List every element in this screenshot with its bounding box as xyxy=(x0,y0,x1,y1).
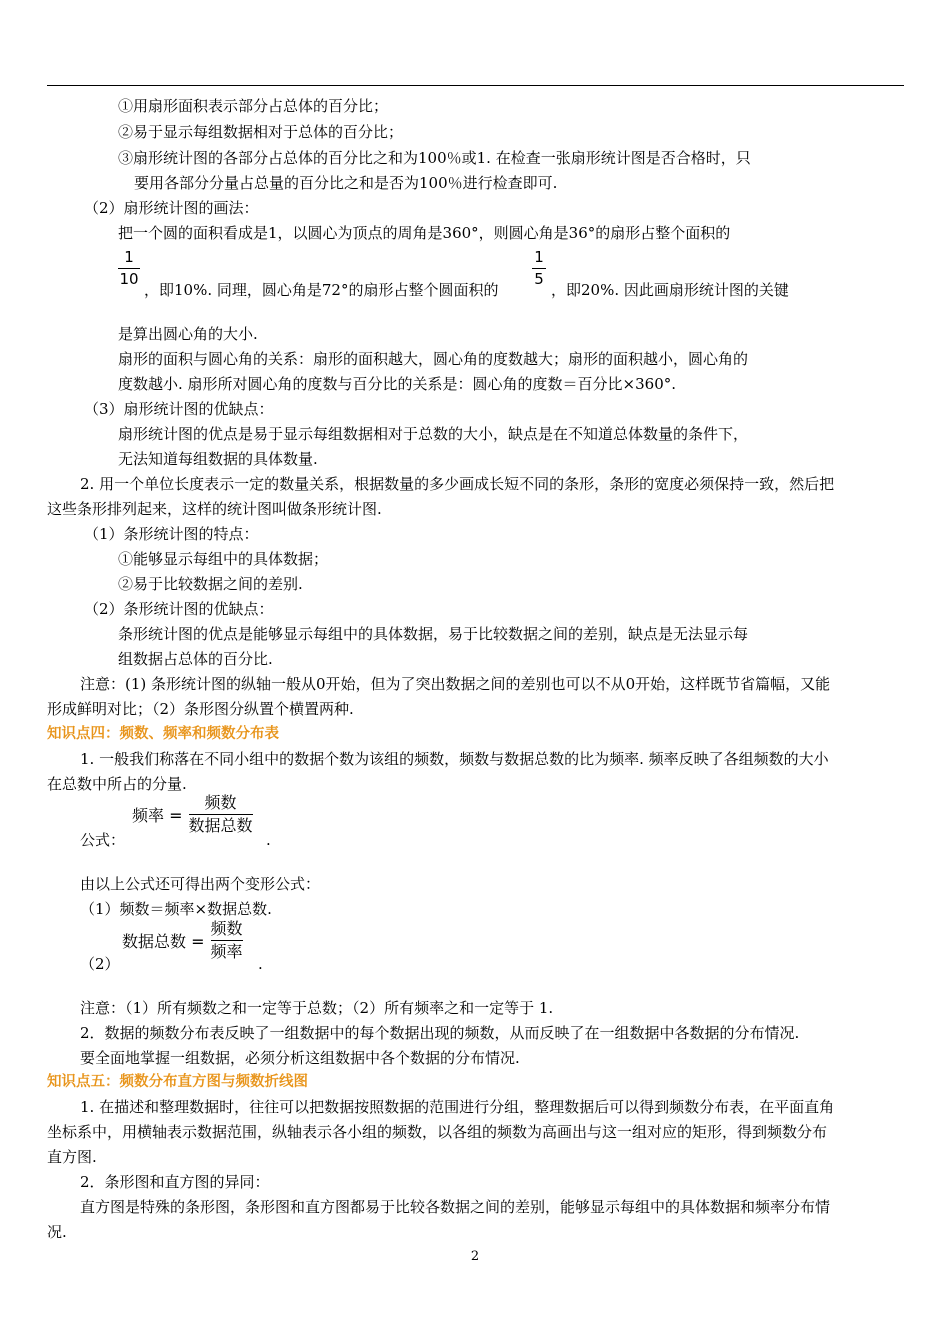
text-line: 扇形统计图的优点是易于显示每组数据相对于总数的大小，缺点是在不知道总体数量的条件下， xyxy=(118,425,749,443)
text-line: 要全面地掌握一组数据，必须分析这组数据中各个数据的分布情况. xyxy=(80,1049,520,1067)
formula-lhs: 数据总数 = xyxy=(122,932,205,951)
section-heading-4: 知识点四：频数、频率和频数分布表 xyxy=(47,726,279,742)
formula-lhs: 频率 = xyxy=(132,806,183,825)
page-number: 2 xyxy=(470,1249,480,1264)
text-line: ②易于显示每组数据相对于总体的百分比； xyxy=(118,123,404,141)
text-line: （1）频数＝频率×数据总数. xyxy=(80,900,272,918)
formula-fraction xyxy=(189,793,253,836)
frequency-formula xyxy=(132,793,253,836)
fraction-numerator: 1 xyxy=(534,248,544,266)
text-line: 2. 用一个单位长度表示一定的数量关系，根据数量的多少画成长短不同的条形，条形的宽度必须保持一致，然后把 xyxy=(80,475,835,493)
text-line: 1. 在描述和整理数据时，往往可以把数据按照数据的范围进行分组，整理数据后可以得到频数分布表，在平面直角 xyxy=(80,1098,835,1116)
fraction-numerator: 1 xyxy=(124,248,134,266)
text-line: ①用扇形面积表示部分占总体的百分比； xyxy=(118,97,389,115)
text-line: 无法知道每组数据的具体数量. xyxy=(118,450,318,468)
total-formula xyxy=(122,919,243,962)
text-line: 注意：(1) 条形统计图的纵轴一般从0开始，但为了突出数据之间的差别也可以不从0开始，这样既节省篇幅，又能 xyxy=(80,675,831,693)
text-line: （2） xyxy=(80,955,120,973)
subheading: （2）扇形统计图的画法： xyxy=(84,199,259,217)
text-line: 条形统计图的优点是能够显示每组中的具体数据，易于比较数据之间的差别，缺点是无法显示每 xyxy=(118,625,749,643)
fraction-bar xyxy=(118,268,140,269)
text-line: 直方图是特殊的条形图，条形图和直方图都易于比较各数据之间的差别，能够显示每组中的具体数据和频率分布情 xyxy=(80,1198,831,1216)
text-line: . xyxy=(258,955,263,973)
text-line: 这些条形排列起来，这样的统计图叫做条形统计图. xyxy=(47,500,382,518)
text-line: ，即20%. 因此画扇形统计图的关键 xyxy=(551,281,789,299)
text-line: ③扇形统计图的各部分占总体的百分比之和为100％或1. 在检查一张扇形统计图是否合格时，只 xyxy=(118,149,751,167)
fraction-bar xyxy=(532,268,546,269)
text-line: 组数据占总体的百分比. xyxy=(118,650,273,668)
text-line: 扇形的面积与圆心角的关系：扇形的面积越大，圆心角的度数越大；扇形的面积越小，圆心角的 xyxy=(118,350,749,368)
text-line: 坐标系中，用横轴表示数据范围，纵轴表示各小组的频数，以各组的频数为高画出与这一组对应的矩形，得到频数分布 xyxy=(47,1123,828,1141)
text-line: 在总数中所占的分量. xyxy=(47,775,187,793)
subheading: （1）条形统计图的特点： xyxy=(84,525,259,543)
formula-numerator: 频数 xyxy=(210,919,243,938)
text-line: ，即10%. 同理，圆心角是72°的扇形占整个圆面积的 xyxy=(144,281,499,299)
text-line: 注意：（1）所有频数之和一定等于总数；（2）所有频率之和一定等于 1. xyxy=(80,999,554,1017)
text-line: 公式： xyxy=(80,831,126,849)
text-line: . xyxy=(266,831,271,849)
text-line: 2．数据的频数分布表反映了一组数据中的每个数据出现的频数，从而反映了在一组数据中各数据的分布情况. xyxy=(80,1024,800,1042)
text-line: 度数越小. 扇形所对圆心角的度数与百分比的关系是：圆心角的度数＝百分比×360°. xyxy=(118,375,677,393)
text-line: 直方图. xyxy=(47,1148,97,1166)
fraction-denominator: 10 xyxy=(119,270,139,288)
header-rule xyxy=(47,85,904,86)
text-line: 是算出圆心角的大小. xyxy=(118,325,258,343)
fraction-one-tenth xyxy=(118,248,140,289)
text-line: 2．条形图和直方图的异同： xyxy=(80,1173,270,1191)
text-line: 况. xyxy=(47,1223,67,1241)
text-line: ①能够显示每组中的具体数据； xyxy=(118,550,329,568)
text-line: 形成鲜明对比；（2）条形图分纵置个横置两种. xyxy=(47,700,354,718)
fraction-bar xyxy=(211,940,243,941)
fraction-bar xyxy=(189,814,253,815)
formula-denominator: 频率 xyxy=(210,942,243,961)
formula-numerator: 频数 xyxy=(204,793,237,812)
fraction-one-fifth xyxy=(532,248,546,289)
subheading: （2）条形统计图的优缺点： xyxy=(84,600,274,618)
formula-fraction xyxy=(211,919,243,962)
text-line: ②易于比较数据之间的差别. xyxy=(118,575,303,593)
fraction-denominator: 5 xyxy=(534,270,544,288)
text-line: 要用各部分分量占总量的百分比之和是否为100％进行检查即可. xyxy=(134,174,558,192)
section-heading-5: 知识点五：频数分布直方图与频数折线图 xyxy=(47,1074,308,1090)
formula-denominator: 数据总数 xyxy=(188,816,253,835)
text-line: 把一个圆的面积看成是1，以圆心为顶点的周角是360°，则圆心角是36°的扇形占整个面积的 xyxy=(118,224,731,242)
text-line: 1. 一般我们称落在不同小组中的数据个数为该组的频数，频数与数据总数的比为频率. 频率反映了各组频数的大小 xyxy=(80,750,829,768)
subheading: （3）扇形统计图的优缺点： xyxy=(84,400,274,418)
text-line: 由以上公式还可得出两个变形公式： xyxy=(80,875,321,893)
